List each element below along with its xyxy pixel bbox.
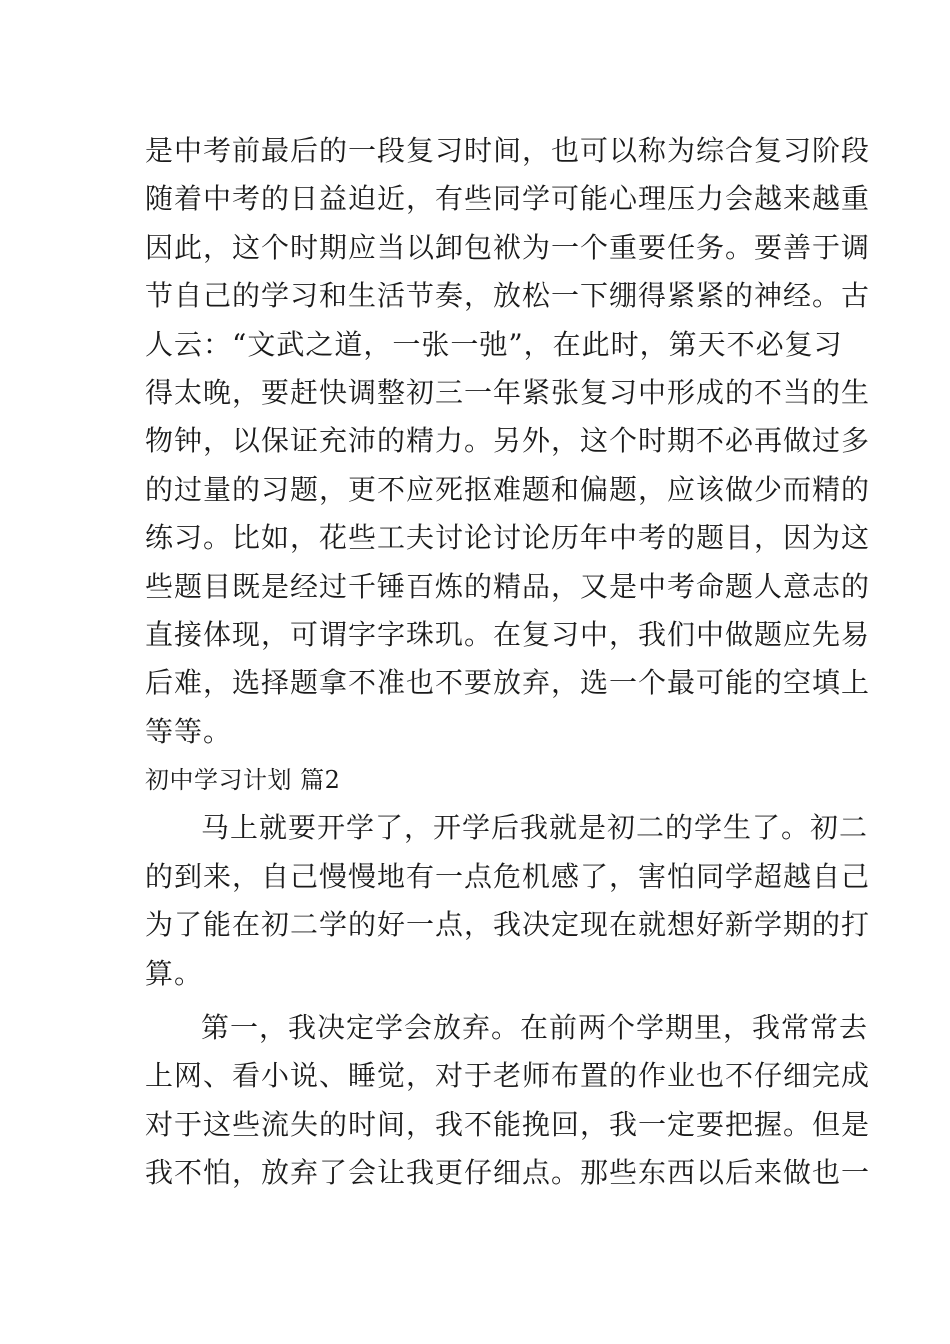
text-line: 直接体现，可谓字字珠玑。在复习中，我们中做题应先易 [145,617,871,651]
text-line: 是中考前最后的一段复习时间，也可以称为综合复习阶段 [145,134,871,167]
text-line: 马上就要开学了，开学后我就是初二的学生了。初二 [201,811,869,845]
text-line: 后难，选择题拿不准也不要放弃，选一个最可能的空填上 [145,666,871,700]
text-line: 人云：“文武之道，一张一弛”，在此时，第天不必复习 [145,327,843,361]
paragraph-2 [145,804,871,998]
text-line: 物钟，以保证充沛的精力。另外，这个时期不必再做过多 [145,424,871,458]
text-line: 的过量的习题，更不应死抠难题和偏题，应该做少而精的 [145,472,871,506]
text-line: 第一，我决定学会放弃。在前两个学期里，我常常去 [201,1011,869,1045]
paragraph-3 [145,1004,871,1198]
text-line: 对于这些流失的时间，我不能挽回，我一定要把握。但是 [145,1107,871,1141]
text-line: 为了能在初二学的好一点，我决定现在就想好新学期的打 [145,908,871,942]
text-line: 我不怕，放弃了会让我更仔细点。那些东西以后来做也一 [145,1156,871,1190]
text-line: 得太晚，要赶快调整初三一年紧张复习中形成的不当的生 [145,375,871,409]
section-heading: 初中学习计划 篇2 [145,766,341,795]
text-line: 算。 [145,956,204,990]
paragraph-1 [145,127,871,756]
document-body [145,127,871,1198]
text-line: 练习。比如，花些工夫讨论讨论历年中考的题目，因为这 [145,521,871,555]
text-line: 因此，这个时期应当以卸包袱为一个重要任务。要善于调 [145,230,871,264]
text-line: 等等。 [145,714,233,748]
text-line: 随着中考的日益迫近，有些同学可能心理压力会越来越重 [145,182,871,216]
text-line: 节自己的学习和生活节奏，放松一下绷得紧紧的神经。古 [145,279,871,313]
text-line: 些题目既是经过千锤百炼的精品，又是中考命题人意志的 [145,569,871,603]
text-line: 上网、看小说、睡觉，对于老师布置的作业也不仔细完成 [145,1059,871,1093]
text-line: 的到来，自己慢慢地有一点危机感了，害怕同学超越自己 [145,859,871,893]
